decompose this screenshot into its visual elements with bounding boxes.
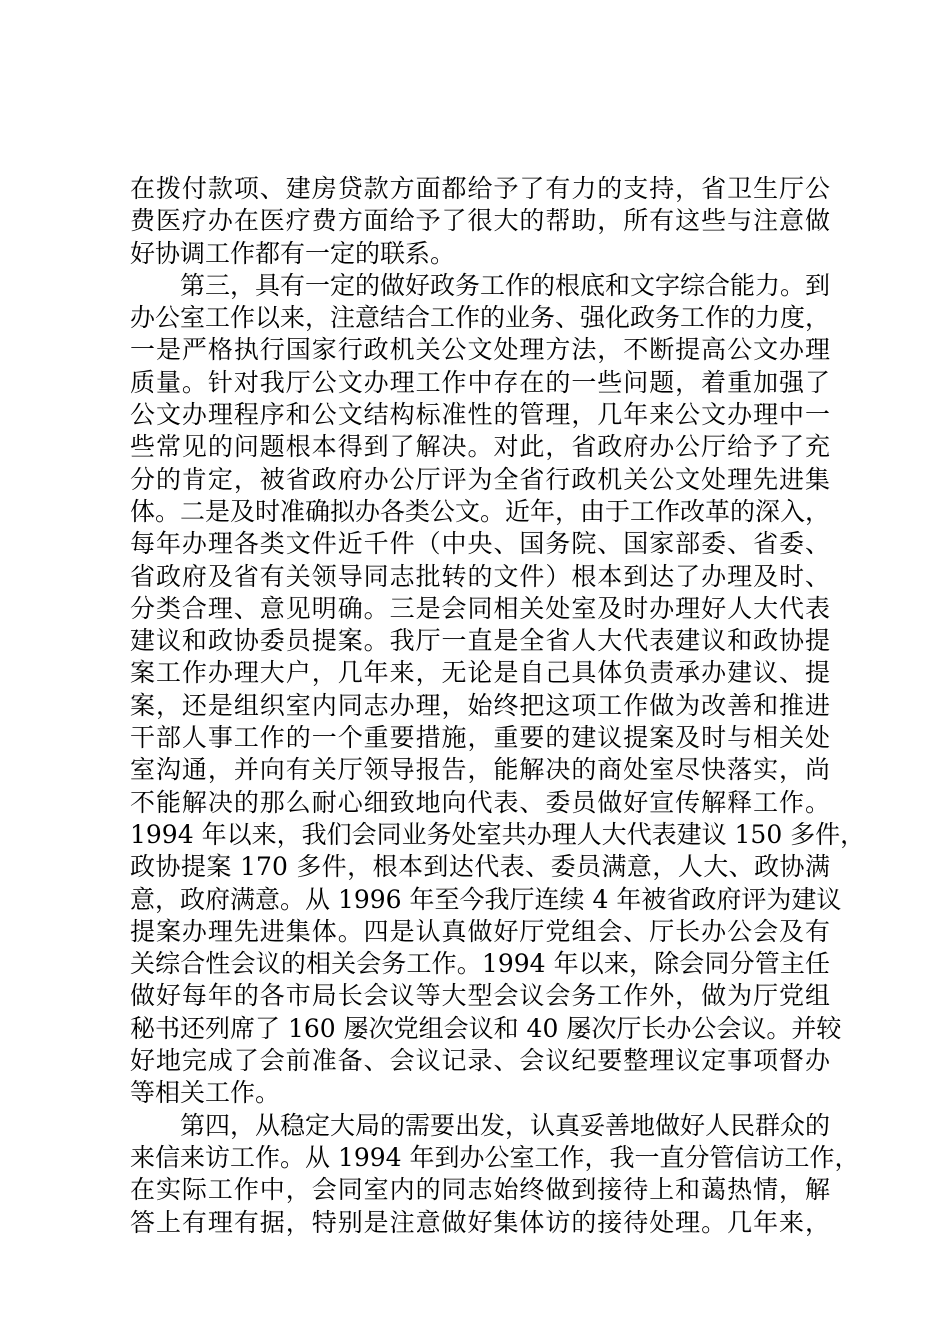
text-line: 省政府及省有关领导同志批转的文件）根本到达了办理及时、 [130, 561, 830, 591]
text-line: 分类合理、意见明确。三是会同相关处室及时办理好人大代表 [130, 593, 830, 623]
text-line: 1994 年以来，我们会同业务处室共办理人大代表建议 150 多件， [130, 819, 866, 849]
text-line: 案工作办理大户，几年来，无论是自己具体负责承办建议、提 [130, 658, 830, 688]
text-line: 室沟通，并向有关厅领导报告，能解决的商处室尽快落实，尚 [130, 755, 830, 785]
text-line: 来信来访工作。从 1994 年到办公室工作，我一直分管信访工作， [130, 1142, 860, 1172]
text-line: 好协调工作都有一定的联系。 [130, 238, 456, 268]
text-line: 秘书还列席了 160 屡次党组会议和 40 屡次厅长办公会议。并较 [130, 1013, 842, 1043]
text-line: 每年办理各类文件近千件（中央、国务院、国家部委、省委、 [130, 529, 830, 559]
text-line: 不能解决的那么耐心细致地向代表、委员做好宣传解释工作。 [130, 787, 830, 817]
text-line: 些常见的问题根本得到了解决。对此，省政府办公厅给予了充 [130, 432, 830, 462]
text-line: 关综合性会议的相关会务工作。1994 年以来，除会同分管主任 [130, 949, 830, 979]
text-line: 答上有理有据，特别是注意做好集体访的接待处理。几年来， [130, 1207, 830, 1237]
text-line: 等相关工作。 [130, 1078, 281, 1108]
text-line: 建议和政协委员提案。我厅一直是全省人大代表建议和政协提 [130, 626, 830, 656]
text-line: 好地完成了会前准备、会议记录、会议纪要整理议定事项督办 [130, 1046, 830, 1076]
text-line: 第四，从稳定大局的需要出发，认真妥善地做好人民群众的 [130, 1110, 831, 1140]
text-line: 一是严格执行国家行政机关公文处理方法，不断提高公文办理 [130, 335, 830, 365]
text-line: 分的肯定，被省政府办公厅评为全省行政机关公文处理先进集 [130, 464, 830, 494]
text-line: 意，政府满意。从 1996 年至今我厅连续 4 年被省政府评为建议 [130, 884, 842, 914]
text-line: 公文办理程序和公文结构标准性的管理，几年来公文办理中一 [130, 400, 830, 430]
text-line: 案，还是组织室内同志办理，始终把这项工作做为改善和推进 [130, 690, 830, 720]
text-line: 做好每年的各市局长会议等大型会议会务工作外，做为厅党组 [130, 981, 830, 1011]
text-line: 在拨付款项、建房贷款方面都给予了有力的支持，省卫生厅公 [130, 174, 830, 203]
text-line: 第三，具有一定的做好政务工作的根底和文字综合能力。到 [130, 270, 831, 300]
text-line: 体。二是及时准确拟办各类公文。近年，由于工作改革的深入， [130, 496, 831, 526]
text-line: 质量。针对我厅公文办理工作中存在的一些问题，着重加强了 [130, 367, 830, 397]
text-line: 在实际工作中，会同室内的同志始终做到接待上和蔼热情，解 [130, 1175, 830, 1205]
text-line: 政协提案 170 多件，根本到达代表、委员满意，人大、政协满 [130, 852, 830, 882]
text-line: 干部人事工作的一个重要措施，重要的建议提案及时与相关处 [130, 723, 830, 753]
text-line: 费医疗办在医疗费方面给予了很大的帮助，所有这些与注意做 [130, 206, 830, 236]
body-text [130, 173, 866, 1239]
text-line: 提案办理先进集体。四是认真做好厅党组会、厅长办公会及有 [130, 916, 830, 946]
text-line: 办公室工作以来，注意结合工作的业务、强化政务工作的力度， [130, 303, 831, 333]
